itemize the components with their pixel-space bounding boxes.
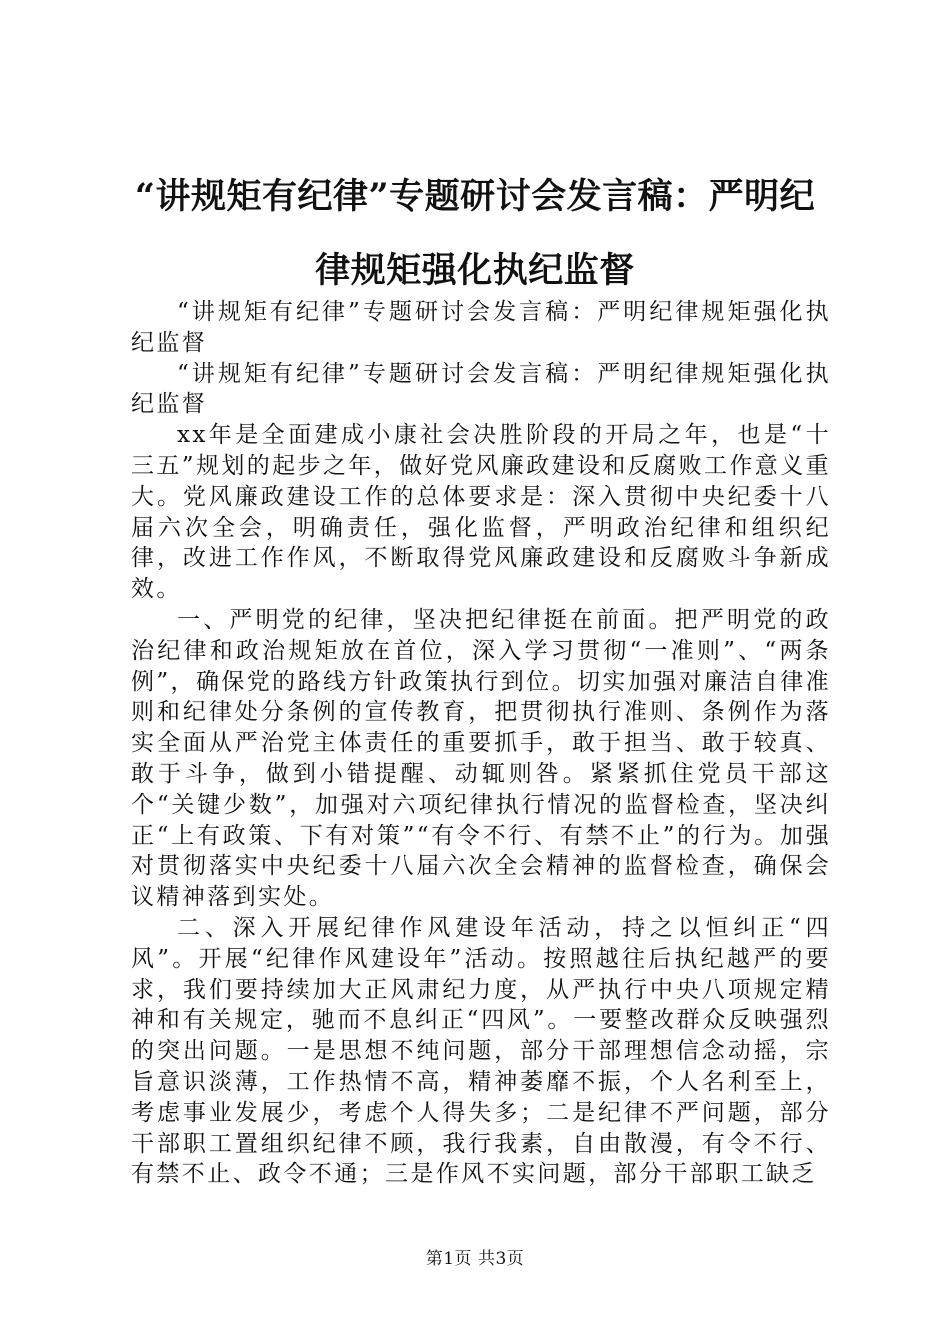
paragraph: “讲规矩有纪律”专题研讨会发言稿：严明纪律规矩强化执纪监督 xyxy=(131,360,831,418)
document-title xyxy=(120,160,830,308)
paragraph: xx年是全面建成小康社会决胜阶段的开局之年，也是“十三五”规划的起步之年，做好党风廉政建设和反腐败工作意义重大。党风廉政建设工作的总体要求是：深入贯彻中央纪委十八届六次全会，明确责任，强化监督，严明政治纪律和组织纪律，改进工作作风，不断取得党风廉政建设和反腐败斗争新成效。 xyxy=(131,422,831,603)
paragraph: 一、严明党的纪律，坚决把纪律挺在前面。把严明党的政治纪律和政治规矩放在首位，深入学习贯彻“一准则”、“两条例”，确保党的路线方针政策执行到位。切实加强对廉洁自律准则和纪律处分条例的宣传教育，把贯彻执行准则、条例作为落实全面从严治党主体责任的重要抓手，敢于担当、敢于较真、敢于斗争，做到小错提醒、动辄则咎。紧紧抓住党员干部这个“关键少数”，加强对六项纪律执行情况的监督检查，坚决纠正“上有政策、下有对策”“有令不行、有禁不止”的行为。加强对贯彻落实中央纪委十八届六次全会精神的监督检查，确保会议精神落到实处。 xyxy=(131,606,831,911)
title-line-1: “讲规矩有纪律”专题研讨会发言稿：严明纪 xyxy=(134,176,816,217)
page-footer: 第1页 共3页 xyxy=(425,1249,525,1269)
paragraph: “讲规矩有纪律”专题研讨会发言稿：严明纪律规矩强化执纪监督 xyxy=(131,299,831,356)
document-body xyxy=(131,297,831,1190)
title-line-2: 律规矩强化执纪监督 xyxy=(315,250,635,291)
paragraph: 二、深入开展纪律作风建设年活动，持之以恒纠正“四风”。开展“纪律作风建设年”活动。按照越往后执纪越严的要求，我们要持续加大正风肃纪力度，从严执行中央八项规定精神和有关规定，驰而不息纠正“四风”。一要整改群众反映强烈的突出问题。一是思想不纯问题，部分干部理想信念动摇，宗旨意识淡薄，工作热情不高，精神萎靡不振，个人名利至上，考虑事业发展少，考虑个人得失多；二是纪律不严问题，部分干部职工置组织纪律不顾，我行我素，自由散漫，有令不行、有禁不止、政令不通；三是作风不实问题，部分干部职工缺乏 xyxy=(131,914,831,1188)
